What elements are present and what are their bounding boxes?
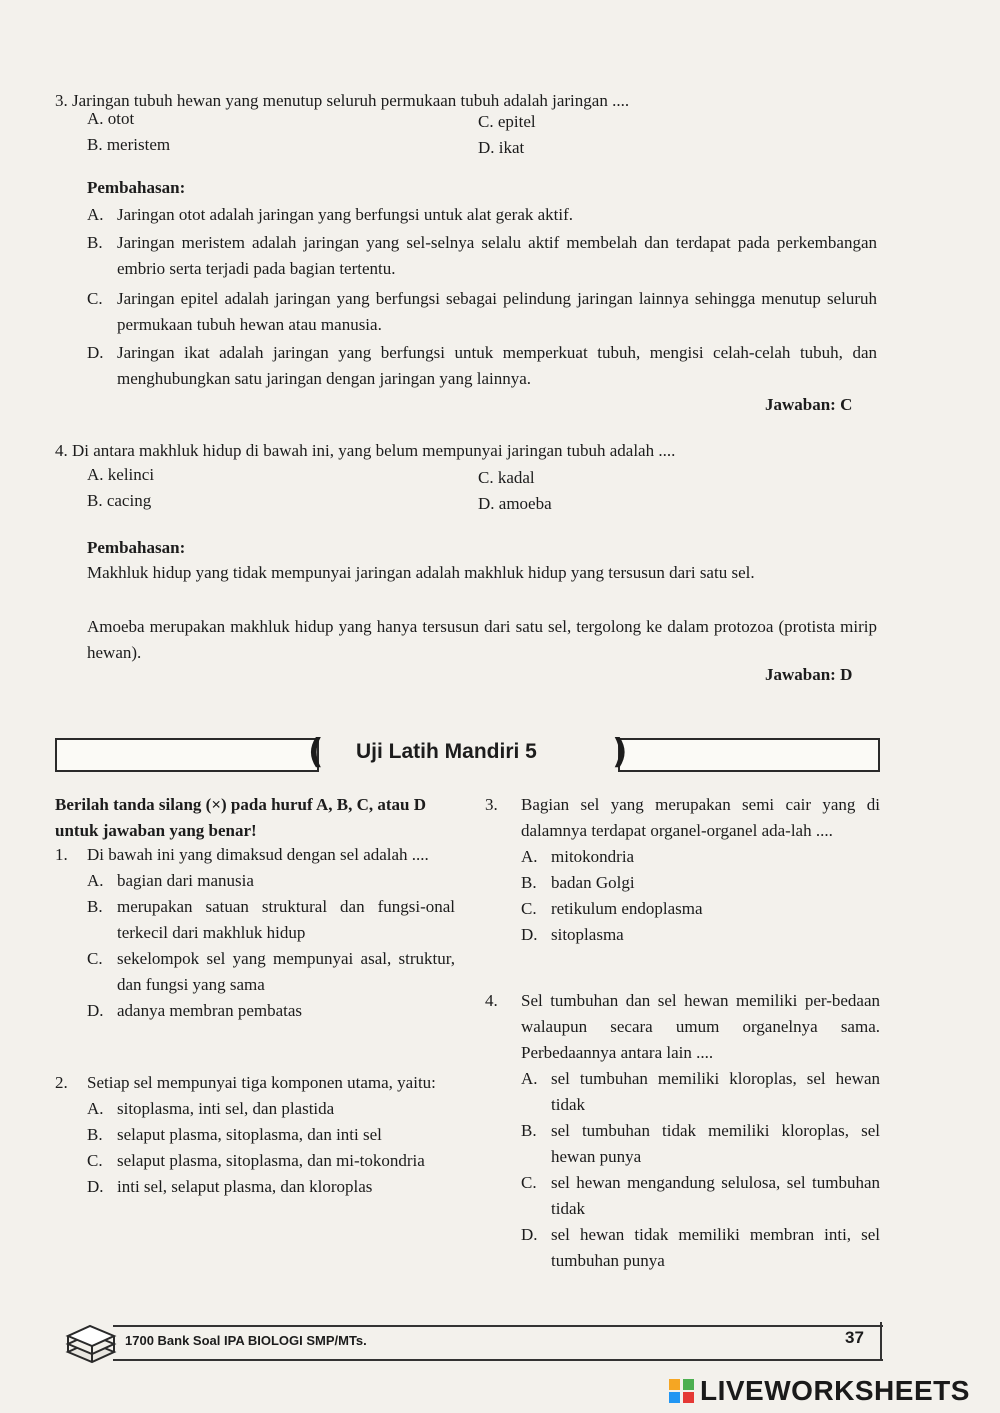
q3-expl-d [87,340,877,392]
q3-option-b: B. meristem [87,135,171,154]
right-q3 [485,792,880,948]
left-q1-option-c [87,946,455,998]
q4-option-d: D. amoeba [478,494,552,513]
left-q2-option-a [87,1096,455,1122]
q4-explanation-para2: Amoeba merupakan makhluk hidup yang hanya tersusun dari satu sel, tergolong ke dalam protozoa (protista mirip hewan). [87,617,877,662]
left-q1-option-b [87,894,455,946]
right-q3-b-text: badan Golgi [551,873,635,892]
left-q2-option-d [87,1174,455,1200]
left-q1-a-letter: A. [87,871,104,890]
q3-expl-c-text: Jaringan epitel adalah jaringan yang berfungsi sebagai pelindung jaringan lainnya sehingga menutup seluruh permukaan tubuh hewan atau manusia. [117,289,877,334]
left-q2-c-text: selaput plasma, sitoplasma, dan mi-tokondria [117,1151,425,1170]
left-q2-option-b [87,1122,455,1148]
q3-expl-a [87,202,877,228]
question-4-text: 4. Di antara makhluk hidup di bawah ini, yang belum mempunyai jaringan tubuh adalah .... [55,441,676,460]
left-q1 [55,842,455,1024]
book-stack-icon [62,1318,118,1366]
left-q2-text: Setiap sel mempunyai tiga komponen utama, yaitu: [87,1073,436,1092]
q3-option-c: C. epitel [478,112,536,131]
left-q1-c-letter: C. [87,949,103,968]
left-q1-c-text: sekelompok sel yang mempunyai asal, struktur, dan fungsi yang sama [117,949,455,994]
q3-explanation-heading: Pembahasan: [87,178,186,197]
left-q2-d-letter: D. [87,1177,104,1196]
right-q3-c-text: retikulum endoplasma [551,899,703,918]
right-q4-option-a [521,1066,880,1118]
right-q4 [485,988,880,1274]
right-q3-number: 3. [485,795,498,814]
left-q1-d-letter: D. [87,1001,104,1020]
q4-answer: Jawaban: D [765,665,853,684]
footer-separator [880,1322,882,1360]
left-q2-d-text: inti sel, selaput plasma, dan kloroplas [117,1177,373,1196]
q3-expl-c [87,286,877,338]
right-q4-text: Sel tumbuhan dan sel hewan memiliki per-bedaan walaupun secara umum organelnya sama. Perbedaannya antara lain .... [521,991,880,1062]
left-q2-a-letter: A. [87,1099,104,1118]
right-q3-b-letter: B. [521,873,537,892]
right-q4-number: 4. [485,991,498,1010]
q4-option-a: A. kelinci [87,465,155,484]
liveworksheets-logo-icon [668,1378,696,1404]
right-q3-a-letter: A. [521,847,538,866]
banner-left-frame [55,738,319,772]
q3-option-a: A. otot [87,109,135,128]
left-q1-number: 1. [55,845,68,864]
left-q2-option-c [87,1148,455,1174]
right-q4-b-text: sel tumbuhan tidak memiliki kloroplas, sel hewan punya [551,1121,880,1166]
q3-expl-d-text: Jaringan ikat adalah jaringan yang berfungsi untuk memperkuat tubuh, mengisi celah-celah tubuh, dan menghubungkan satu jaringan dengan jaringan yang lainnya. [117,343,877,388]
right-q4-d-text: sel hewan tidak memiliki membran inti, sel tumbuhan punya [551,1225,880,1270]
right-q4-option-b [521,1118,880,1170]
left-q1-b-letter: B. [87,897,103,916]
left-q1-a-text: bagian dari manusia [117,871,254,890]
q3-expl-b-text: Jaringan meristem adalah jaringan yang sel-selnya selalu aktif membelah dan terdapat pada perkembangan embrio serta terjadi pada bagian tertentu. [117,233,877,278]
liveworksheets-watermark: LIVEWORKSHEETS [700,1375,970,1406]
q4-option-c: C. kadal [478,468,535,487]
question-3-text: 3. Jaringan tubuh hewan yang menutup seluruh permukaan tubuh adalah jaringan .... [55,91,630,110]
right-q3-option-a [521,844,880,870]
instructions: Berilah tanda silang (×) pada huruf A, B, C, atau D untuk jawaban yang benar! [55,795,427,840]
q3-expl-a-letter: A. [87,205,104,224]
banner-right-frame [618,738,880,772]
right-q4-a-letter: A. [521,1069,538,1088]
left-q1-option-d [87,998,455,1024]
banner-right-paren: ) [612,732,628,772]
left-q2-b-text: selaput plasma, sitoplasma, dan inti sel [117,1125,382,1144]
right-q3-option-c [521,896,880,922]
right-q4-option-c [521,1170,880,1222]
left-q2-a-text: sitoplasma, inti sel, dan plastida [117,1099,335,1118]
left-q1-option-a [87,868,455,894]
right-q3-option-b [521,870,880,896]
q4-explanation-heading: Pembahasan: [87,538,186,557]
right-q3-a-text: mitokondria [551,847,635,866]
right-q3-c-letter: C. [521,899,537,918]
left-q2-number: 2. [55,1073,68,1092]
left-q1-b-text: merupakan satuan struktural dan fungsi-onal terkecil dari makhluk hidup [117,897,455,942]
right-q3-d-letter: D. [521,925,538,944]
q3-expl-b-letter: B. [87,233,103,252]
q4-explanation-para1: Makhluk hidup yang tidak mempunyai jaringan adalah makhluk hidup yang tersusun dari satu sel. [87,563,755,582]
q4-option-b: B. cacing [87,491,152,510]
banner-left-paren: ( [308,732,324,772]
q3-option-d: D. ikat [478,138,525,157]
page-number: 37 [845,1328,864,1347]
right-q4-b-letter: B. [521,1121,537,1140]
right-q4-d-letter: D. [521,1225,538,1244]
footer-book-title: 1700 Bank Soal IPA BIOLOGI SMP/MTs. [125,1333,367,1348]
left-q2-b-letter: B. [87,1125,103,1144]
left-q2-c-letter: C. [87,1151,103,1170]
right-q3-d-text: sitoplasma [551,925,624,944]
right-q4-c-letter: C. [521,1173,537,1192]
right-q4-option-d [521,1222,880,1274]
q3-answer: Jawaban: C [765,395,853,414]
q3-expl-d-letter: D. [87,343,104,362]
left-q1-text: Di bawah ini yang dimaksud dengan sel adalah .... [87,845,429,864]
q3-expl-b [87,230,877,282]
right-q3-option-d [521,922,880,948]
right-q4-a-text: sel tumbuhan memiliki kloroplas, sel hewan tidak [551,1069,880,1114]
q3-expl-c-letter: C. [87,289,103,308]
left-q2 [55,1070,455,1200]
q3-expl-a-text: Jaringan otot adalah jaringan yang berfungsi untuk alat gerak aktif. [117,205,574,224]
section-title: Uji Latih Mandiri 5 [356,740,537,763]
right-q4-c-text: sel hewan mengandung selulosa, sel tumbuhan tidak [551,1173,880,1218]
left-q1-d-text: adanya membran pembatas [117,1001,303,1020]
right-q3-text: Bagian sel yang merupakan semi cair yang di dalamnya terdapat organel-organel ada-lah .... [521,795,880,840]
